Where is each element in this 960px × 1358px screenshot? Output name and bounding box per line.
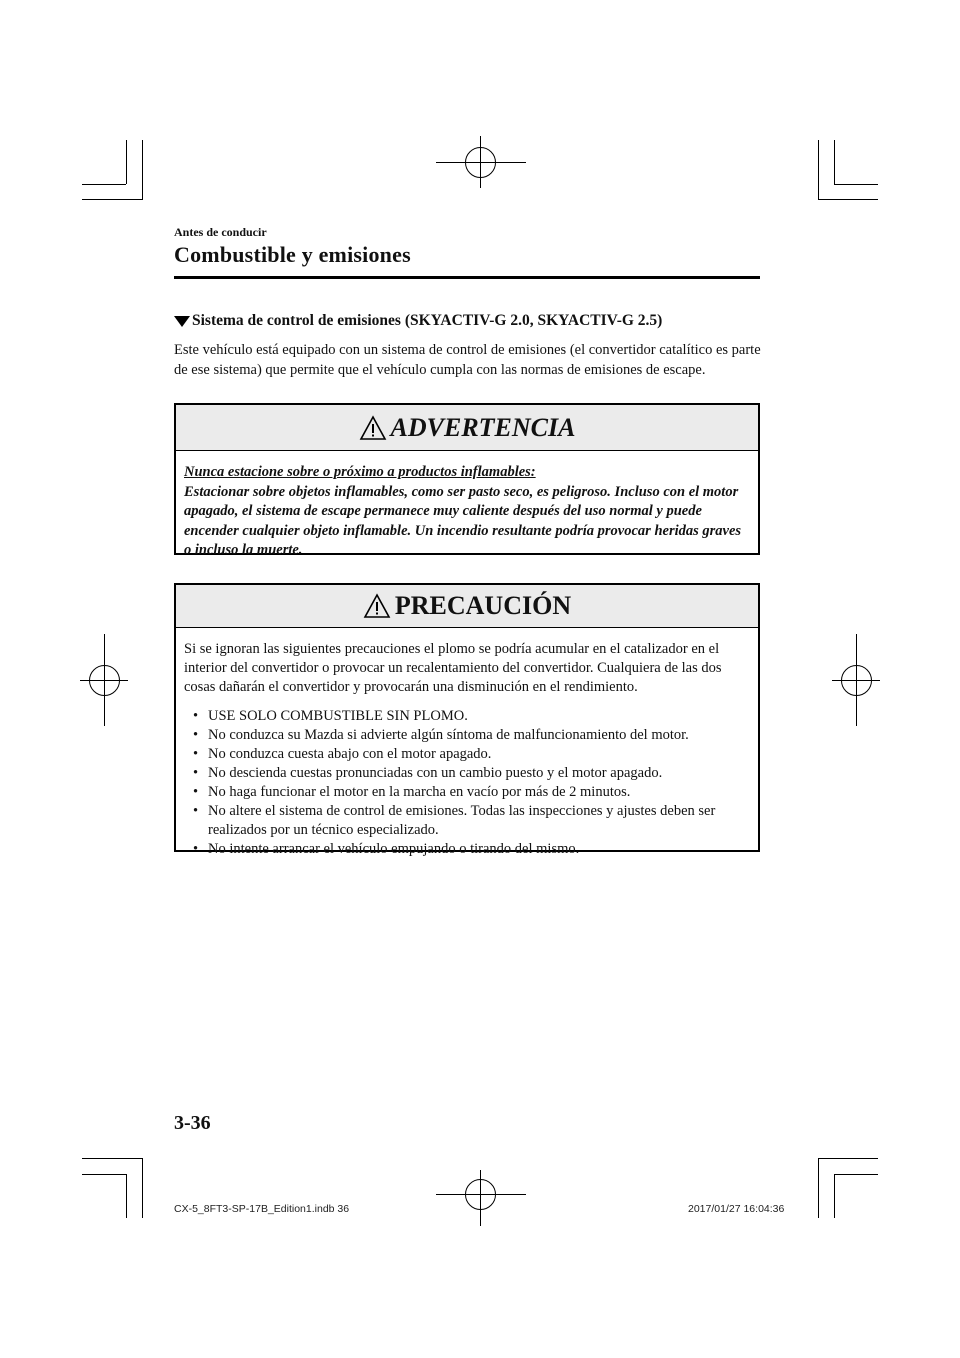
warning-triangle-icon: [363, 593, 391, 619]
header-rule: [174, 276, 760, 279]
list-item: • No haga funcionar el motor en la marcha en vacío por más de 2 minutos.: [193, 784, 631, 800]
warning-lead: Nunca estacione sobre o próximo a productos inflamables:: [184, 464, 536, 480]
list-item: • No altere el sistema de control de emisiones. Todas las inspecciones y ajustes deben ser realizados por un técnico especializado.: [193, 803, 716, 838]
caution-title: PRECAUCIÓN: [394, 591, 572, 620]
footer-file: CX-5_8FT3-SP-17B_Edition1.indb 36: [174, 1203, 350, 1215]
warning-header: [176, 405, 758, 451]
warning-triangle-icon: [359, 415, 387, 441]
list-item: • No conduzca su Mazda si advierte algún síntoma de malfuncionamiento del motor.: [193, 727, 689, 743]
list-item: • No descienda cuestas pronunciadas con un cambio puesto y el motor apagado.: [193, 765, 663, 781]
list-item: • No conduzca cuesta abajo con el motor apagado.: [193, 746, 492, 762]
sub-heading: [174, 312, 774, 330]
section-label: Antes de conducir: [174, 225, 267, 239]
intro-paragraph: Este vehículo está equipado con un sistema de control de emisiones (el convertidor catalítico es parte de ese sistema) que permite que el vehículo cumpla con las normas de emisiones de escape.: [174, 342, 761, 378]
list-item: • USE SOLO COMBUSTIBLE SIN PLOMO.: [193, 708, 468, 724]
caution-box: [174, 583, 760, 857]
warning-box: [174, 403, 760, 558]
caution-list: [184, 707, 750, 859]
footer-timestamp: 2017/01/27 16:04:36: [688, 1203, 785, 1215]
warning-text: Estacionar sobre objetos inflamables, como ser pasto seco, es peligroso. Incluso con el motor apagado, el sistema de escape permanece muy caliente después del uso normal y puede encender cualquier objeto inflamable. Un incendio resultante podría provocar heridas graves o incluso la muerte.: [184, 483, 742, 558]
caution-header: [176, 585, 758, 628]
sub-heading-text: Sistema de control de emisiones (SKYACTIV-G 2.0, SKYACTIV-G 2.5): [192, 312, 663, 329]
caution-intro: Si se ignoran las siguientes precauciones el plomo se podría acumular en el catalizador en el interior del convertidor o provocar un recalentamiento del convertidor. Cualquiera de las dos cosas dañarán el convertidor y provocarán una disminución en el rendimiento.: [184, 641, 722, 695]
warning-title: ADVERTENCIA: [390, 412, 576, 442]
caution-body: [176, 628, 758, 869]
chapter-title: Combustible y emisiones: [174, 242, 411, 267]
page-number: 3-36: [174, 1112, 211, 1134]
warning-body: [176, 451, 758, 571]
list-item: • No intente arrancar el vehículo empujando o tirando del mismo.: [193, 841, 580, 857]
triangle-down-icon: [174, 316, 190, 327]
